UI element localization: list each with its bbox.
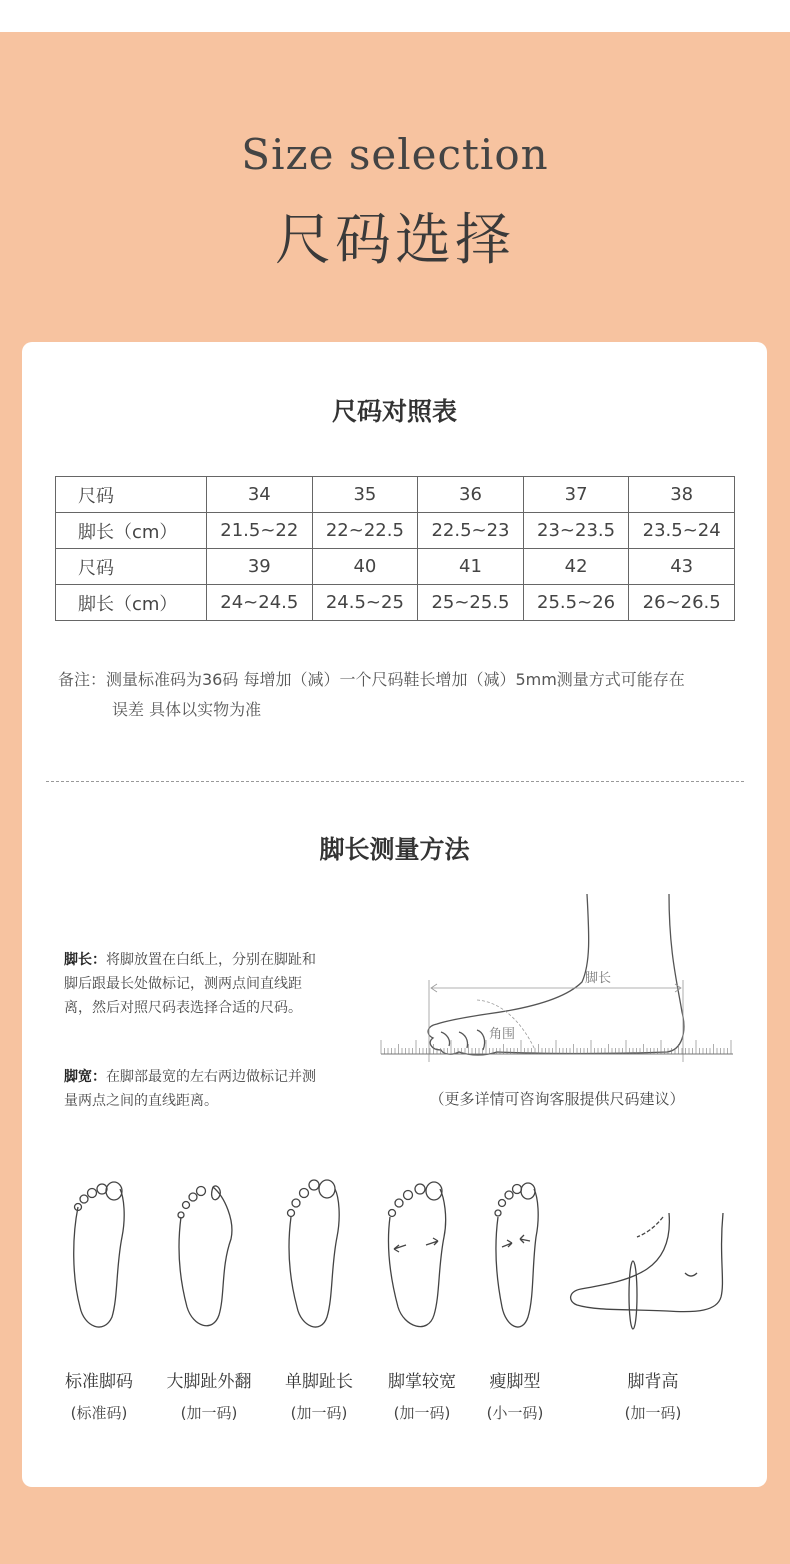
width-text: 在脚部最宽的左右两边做标记并测量两点之间的直线距离。: [64, 1069, 316, 1109]
length-label: 脚长：: [64, 952, 106, 968]
size-table-title: 尺码对照表: [331, 397, 457, 426]
table-row: [56, 585, 735, 621]
foot-type-wide: [372, 1177, 462, 1337]
row-label: 脚长（cm）: [56, 585, 207, 621]
table-cell: 43: [629, 549, 735, 585]
table-cell: 36: [418, 477, 524, 513]
table-cell: 22~22.5: [312, 513, 418, 549]
table-cell: 23~23.5: [523, 513, 629, 549]
hero-title-cn: 尺码选择: [275, 208, 515, 273]
table-cell: 37: [523, 477, 629, 513]
wide-foot-icon: [382, 1177, 452, 1337]
table-cell: 40: [312, 549, 418, 585]
foot-type-standard: [54, 1177, 144, 1337]
size-note: [58, 665, 748, 725]
foot-type-advice: (加一码): [393, 1404, 451, 1422]
table-cell: 41: [418, 549, 524, 585]
table-cell: 38: [629, 477, 735, 513]
size-card: [22, 342, 767, 1487]
table-cell: 21.5~22: [207, 513, 313, 549]
row-label: 尺码: [56, 477, 207, 513]
length-text: 将脚放置在白纸上，分别在脚趾和脚后跟最长处做标记，测两点间直线距离，然后对照尺码表选择合适的尺码。: [64, 952, 316, 1016]
table-cell: 22.5~23: [418, 513, 524, 549]
measure-title: 脚长测量方法: [319, 835, 470, 864]
length-instructions: [64, 948, 329, 1020]
high-instep-foot-icon: [567, 1177, 727, 1337]
width-label: 脚宽：: [64, 1069, 106, 1085]
foot-type-advice: (小一码): [486, 1404, 544, 1422]
table-row: [56, 549, 735, 585]
hero-title-en: Size selection: [241, 130, 549, 179]
foot-type-advice: (加一码): [290, 1404, 348, 1422]
foot-type-advice: (标准码): [70, 1404, 128, 1422]
foot-type-bunion: [159, 1177, 249, 1337]
table-row: [56, 513, 735, 549]
table-cell: 26~26.5: [629, 585, 735, 621]
row-label: 脚长（cm）: [56, 513, 207, 549]
long-toe-foot-icon: [279, 1177, 349, 1337]
foot-type-long-toe: [269, 1177, 359, 1337]
toe-line: [477, 1030, 485, 1050]
note-line-2: 误差 具体以实物为准: [112, 700, 262, 719]
diagram-girth-label: 角围: [489, 1027, 516, 1042]
foot-type-slim: [472, 1177, 562, 1337]
foot-type-advice: (加一码): [624, 1404, 682, 1422]
diagram-length-label: 脚长: [585, 971, 612, 986]
table-cell: 34: [207, 477, 313, 513]
foot-type-advice: (加一码): [180, 1404, 238, 1422]
table-cell: 42: [523, 549, 629, 585]
slim-foot-icon: [482, 1177, 552, 1337]
foot-type-label: 大脚趾外翻: [166, 1372, 252, 1392]
foot-outline: [428, 894, 684, 1055]
foot-type-label: 脚掌较宽: [388, 1372, 456, 1392]
standard-foot-icon: [64, 1177, 134, 1337]
foot-type-label: 单脚趾长: [285, 1372, 353, 1392]
table-cell: 24~24.5: [207, 585, 313, 621]
table-cell: 24.5~25: [312, 585, 418, 621]
table-cell: 25~25.5: [418, 585, 524, 621]
foot-length-diagram: [377, 892, 737, 1072]
table-cell: 25.5~26: [523, 585, 629, 621]
table-cell: 23.5~24: [629, 513, 735, 549]
toe-line: [459, 1032, 468, 1048]
table-cell: 39: [207, 549, 313, 585]
width-instructions: [64, 1065, 329, 1113]
bunion-foot-icon: [169, 1177, 239, 1337]
table-row: [56, 477, 735, 513]
row-label: 尺码: [56, 549, 207, 585]
section-divider: [46, 781, 744, 782]
foot-type-label: 脚背高: [627, 1372, 679, 1392]
table-cell: 35: [312, 477, 418, 513]
foot-type-label: 瘦脚型: [489, 1372, 541, 1392]
toe-line: [441, 1032, 450, 1046]
size-table: [55, 476, 735, 621]
size-advice-note: （更多详情可咨询客服提供尺码建议）: [429, 1090, 685, 1108]
note-line-1: 备注：测量标准码为36码 每增加（减）一个尺码鞋长增加（减）5mm测量方式可能存在: [58, 670, 685, 689]
foot-type-high-instep: [567, 1177, 727, 1337]
foot-type-label: 标准脚码: [65, 1372, 133, 1392]
